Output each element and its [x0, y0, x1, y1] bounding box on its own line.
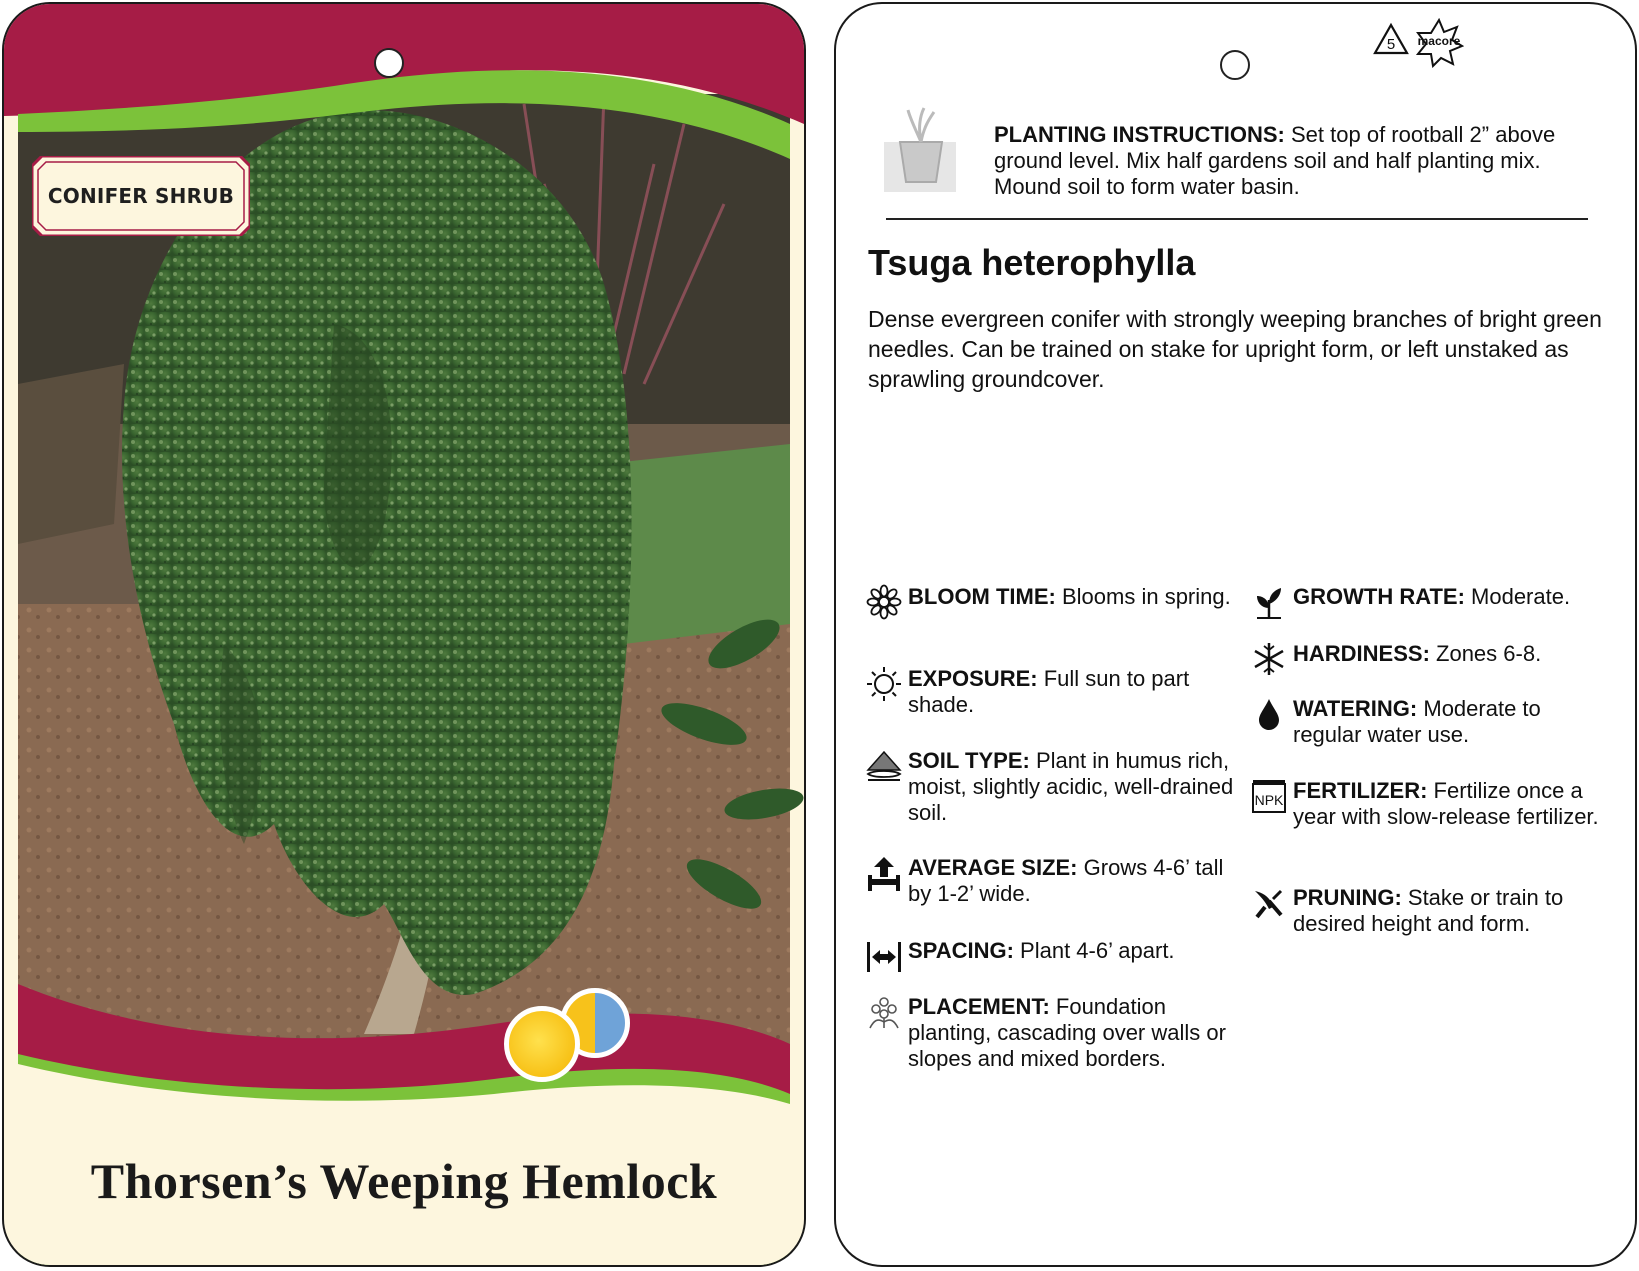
- item-text: Full sun to part shade.: [908, 666, 1190, 717]
- spacing-icon: [866, 938, 902, 974]
- item-label: SOIL TYPE:: [908, 748, 1030, 773]
- full-sun-icon: [504, 1006, 580, 1082]
- fertilizer-item: [1254, 778, 1603, 830]
- botanical-name: Tsuga heterophylla: [868, 242, 1196, 283]
- water-drop-icon: [1251, 696, 1287, 732]
- spacing-item: [908, 938, 1248, 964]
- divider: [886, 218, 1588, 220]
- soil-type-item: [908, 748, 1248, 826]
- item-text: Zones 6-8.: [1429, 641, 1542, 666]
- back-card: [834, 2, 1637, 1267]
- size-icon: [866, 855, 902, 891]
- item-text: Plant in humus rich, moist, slightly acidic, well-drained soil.: [908, 748, 1234, 825]
- average-size-item: [908, 855, 1248, 907]
- planting-body: Set top of rootball 2” above ground level. Mix half gardens soil and half planting mix. Mound soil to form water basin.: [994, 122, 1556, 199]
- item-label: WATERING:: [1293, 696, 1418, 721]
- item-label: PRUNING:: [1293, 885, 1402, 910]
- pruning-item: [1293, 885, 1603, 937]
- planting-text: [994, 122, 1594, 200]
- flower-icon: [866, 584, 902, 620]
- description: Dense evergreen conifer with strongly weeping branches of bright green needles. Can be trained on stake for upright form, or left unstaked as sprawling groundcover.: [868, 306, 1602, 392]
- hang-hole: [374, 48, 404, 78]
- pruners-icon: [1251, 885, 1287, 921]
- placement-item: [908, 994, 1248, 1072]
- planting-label: PLANTING INSTRUCTIONS:: [994, 122, 1285, 147]
- hang-hole: [1220, 50, 1250, 80]
- item-label: HARDINESS:: [1293, 641, 1430, 666]
- fertilizer-icon: [1251, 778, 1287, 814]
- item-label: GROWTH RATE:: [1293, 584, 1465, 609]
- category-badge: [32, 156, 250, 236]
- item-text: Stake or train to desired height and form.: [1293, 885, 1564, 936]
- common-name: Thorsen’s Weeping Hemlock: [90, 1153, 718, 1209]
- recycle-icon: [1372, 22, 1410, 58]
- snowflake-icon: [1251, 641, 1287, 677]
- planting-pot-icon: [884, 106, 956, 196]
- category-label: CONIFER SHRUB: [47, 184, 235, 208]
- sprout-icon: [1251, 584, 1287, 620]
- hardiness-item: [1293, 641, 1603, 667]
- front-card: [2, 2, 806, 1267]
- exposure-item: [908, 666, 1248, 718]
- item-label: EXPOSURE:: [908, 666, 1038, 691]
- soil-icon: [866, 748, 902, 784]
- macore-label: macore: [1417, 34, 1461, 48]
- item-label: PLACEMENT:: [908, 994, 1050, 1019]
- macore-logo: [1414, 18, 1464, 68]
- item-text: Plant 4-6’ apart.: [1013, 938, 1175, 963]
- item-text: Blooms in spring.: [1055, 584, 1231, 609]
- planting-instructions: [884, 106, 1594, 206]
- growth-rate-item: [1293, 584, 1603, 610]
- watering-item: [1293, 696, 1603, 748]
- fertilizer-icon-text: NPK: [1254, 792, 1284, 808]
- item-text: Fertilize once a year with slow-release fertilizer.: [1293, 778, 1599, 829]
- item-text: Moderate to regular water use.: [1293, 696, 1541, 747]
- placement-icon: [866, 994, 902, 1030]
- item-text: Moderate.: [1464, 584, 1571, 609]
- recycle-number: 5: [1386, 36, 1396, 53]
- item-label: BLOOM TIME:: [908, 584, 1056, 609]
- item-label: SPACING:: [908, 938, 1014, 963]
- sun-icon: [866, 666, 902, 702]
- item-label: FERTILIZER:: [1293, 778, 1428, 803]
- item-label: AVERAGE SIZE:: [908, 855, 1078, 880]
- item-text: Foundation planting, cascading over walls or slopes and mixed borders.: [908, 994, 1226, 1071]
- item-text: Grows 4-6’ tall by 1-2’ wide.: [908, 855, 1224, 906]
- bloom-time-item: [908, 584, 1248, 610]
- plant-photo: [18, 94, 804, 1064]
